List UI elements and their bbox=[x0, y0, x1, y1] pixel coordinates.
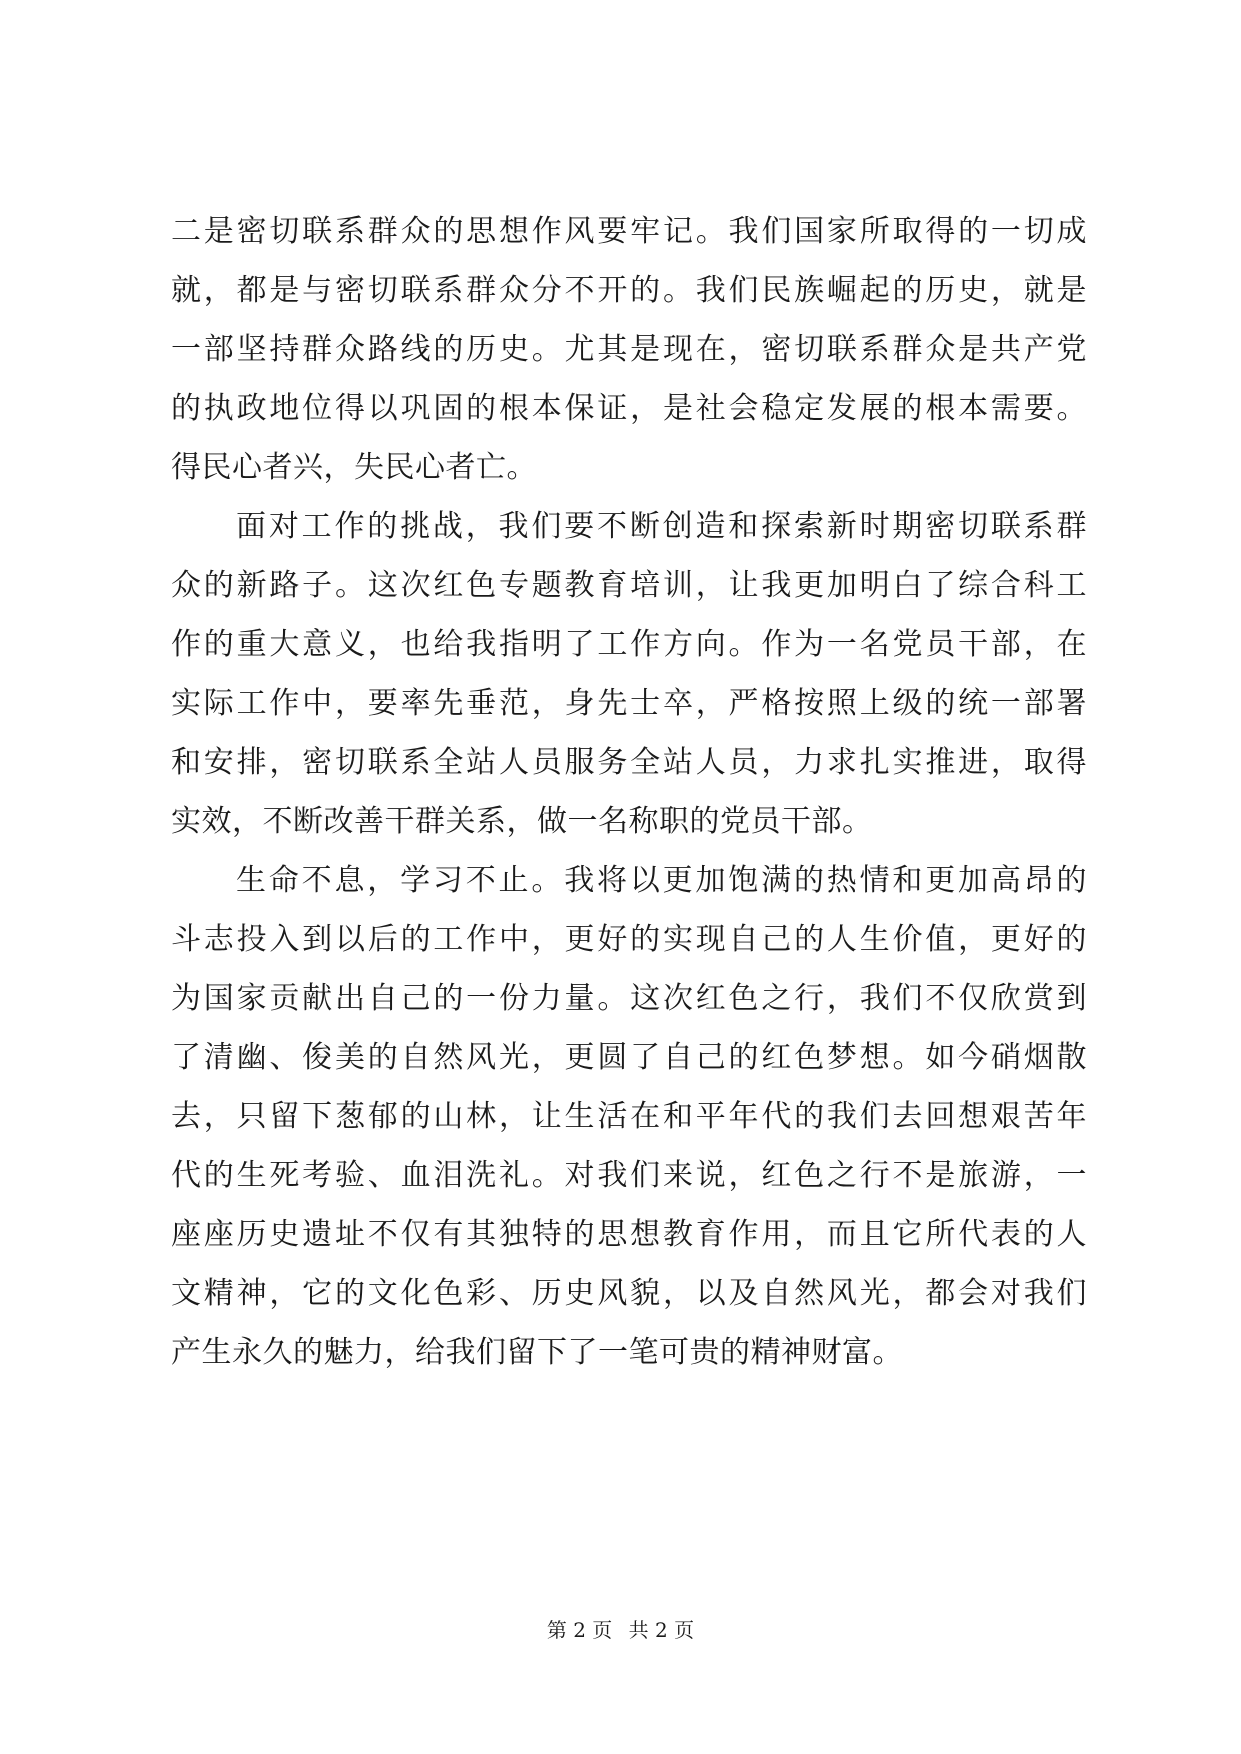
text-line: 就，都是与密切联系群众分不开的。我们民族崛起的历史，就是 bbox=[171, 273, 1087, 308]
text-line: 斗志投入到以后的工作中，更好的实现自己的人生价值，更好的 bbox=[171, 922, 1087, 957]
text-line: 产生永久的魅力，给我们留下了一笔可贵的精神财富。 bbox=[171, 1335, 903, 1370]
page-footer bbox=[0, 1616, 1241, 1644]
paragraph-3 bbox=[171, 851, 1087, 1382]
page-total: 共 2 页 bbox=[628, 1618, 695, 1642]
text-line: 的执政地位得以巩固的根本保证，是社会稳定发展的根本需要。 bbox=[171, 391, 1087, 426]
text-line: 去，只留下葱郁的山林，让生活在和平年代的我们去回想艰苦年 bbox=[171, 1099, 1087, 1134]
text-line: 面对工作的挑战，我们要不断创造和探索新时期密切联系群 bbox=[236, 509, 1087, 544]
text-line: 二是密切联系群众的思想作风要牢记。我们国家所取得的一切成 bbox=[171, 214, 1087, 249]
document-body bbox=[171, 202, 1087, 1382]
text-line: 座座历史遗址不仅有其独特的思想教育作用，而且它所代表的人 bbox=[171, 1217, 1087, 1252]
text-line: 实效，不断改善干群关系，做一名称职的党员干部。 bbox=[171, 804, 873, 839]
text-line: 一部坚持群众路线的历史。尤其是现在，密切联系群众是共产党 bbox=[171, 332, 1087, 367]
paragraph-2 bbox=[171, 497, 1087, 851]
text-line: 众的新路子。这次红色专题教育培训，让我更加明白了综合科工 bbox=[171, 568, 1087, 603]
page-number: 第 2 页 bbox=[546, 1618, 613, 1642]
text-line: 为国家贡献出自己的一份力量。这次红色之行，我们不仅欣赏到 bbox=[171, 981, 1087, 1016]
text-line: 得民心者兴，失民心者亡。 bbox=[171, 450, 537, 485]
text-line: 文精神，它的文化色彩、历史风貌，以及自然风光，都会对我们 bbox=[171, 1276, 1087, 1311]
text-line: 作的重大意义，也给我指明了工作方向。作为一名党员干部，在 bbox=[171, 627, 1087, 662]
text-line: 实际工作中，要率先垂范，身先士卒，严格按照上级的统一部署 bbox=[171, 686, 1087, 721]
text-line: 代的生死考验、血泪洗礼。对我们来说，红色之行不是旅游，一 bbox=[171, 1158, 1087, 1193]
paragraph-1 bbox=[171, 202, 1087, 497]
text-line: 生命不息，学习不止。我将以更加饱满的热情和更加高昂的 bbox=[236, 863, 1087, 898]
text-line: 了清幽、俊美的自然风光，更圆了自己的红色梦想。如今硝烟散 bbox=[171, 1040, 1087, 1075]
text-line: 和安排，密切联系全站人员服务全站人员，力求扎实推进，取得 bbox=[171, 745, 1087, 780]
